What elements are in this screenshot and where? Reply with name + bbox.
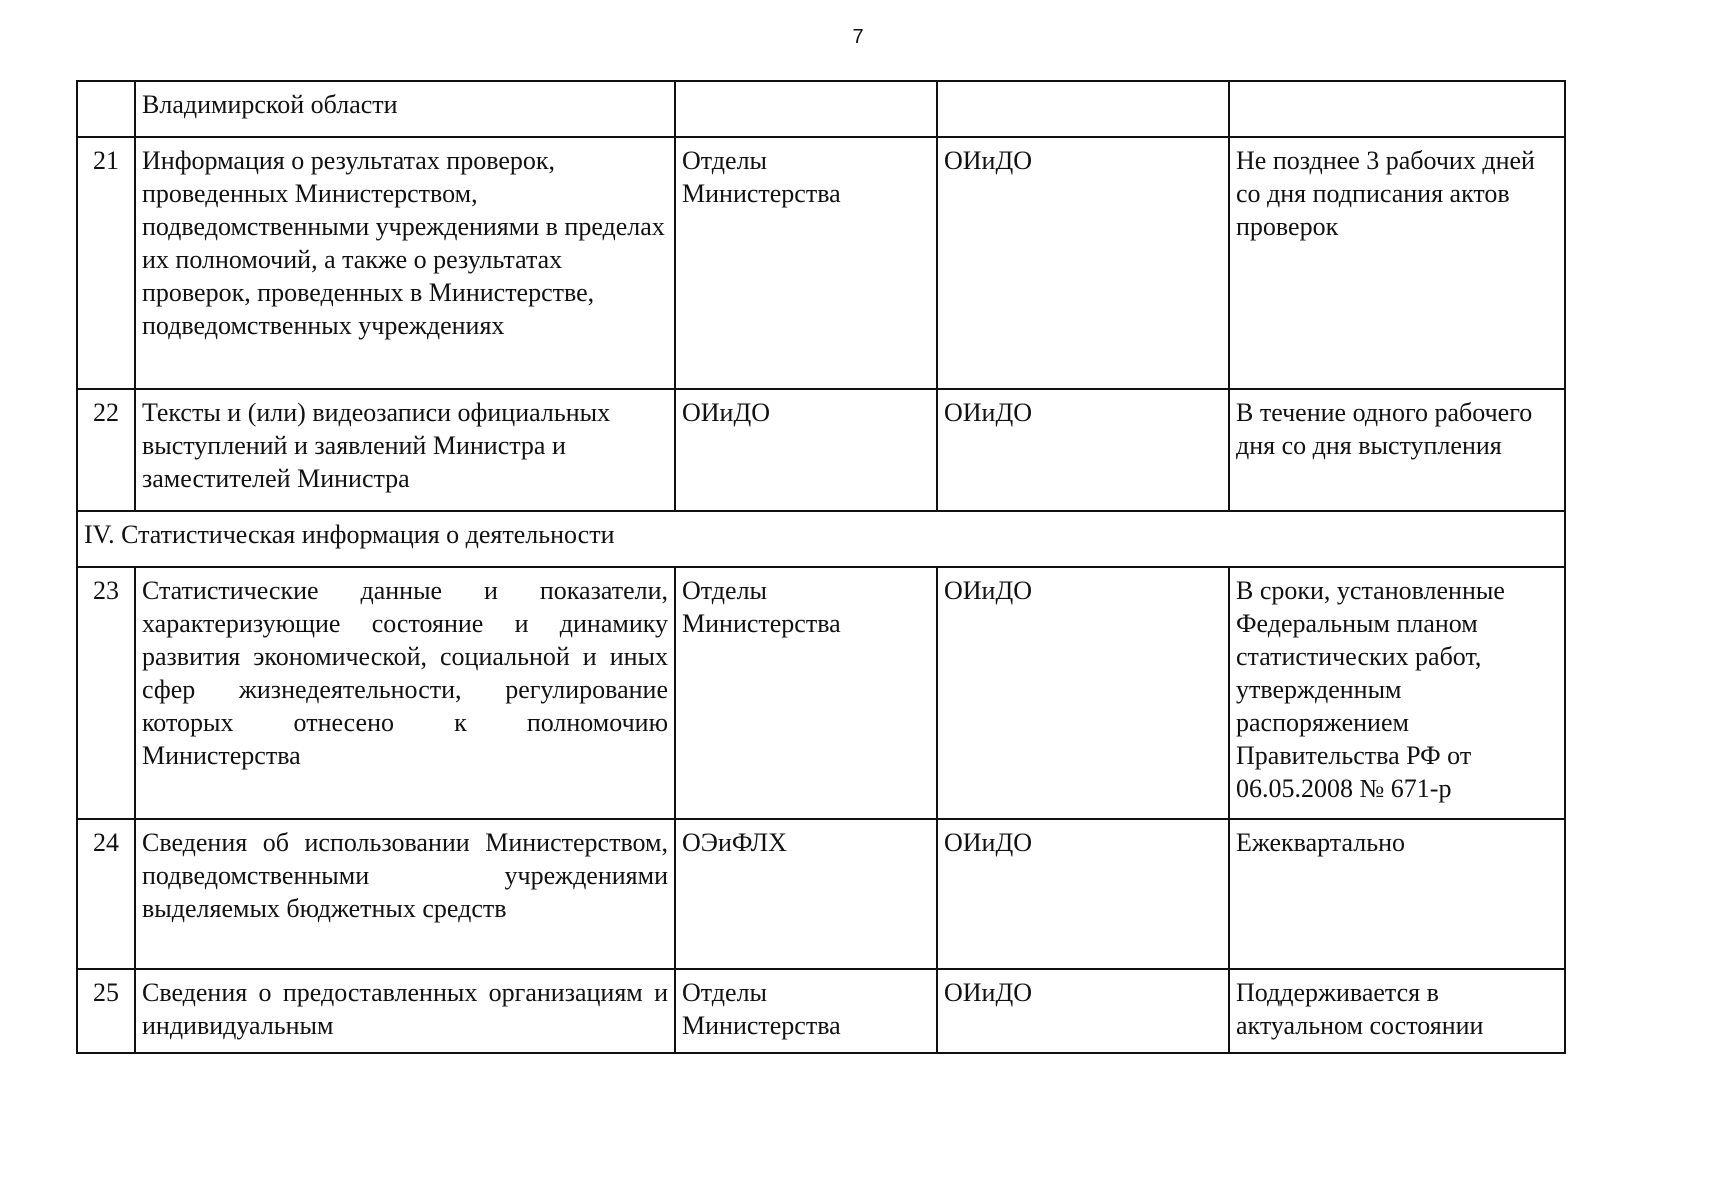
- table-row-continuation: [77, 81, 1565, 137]
- cell-responsible: [675, 81, 937, 137]
- cell-publisher: ОИиДО: [937, 389, 1229, 511]
- cell-deadline: [1229, 81, 1565, 137]
- cell-deadline: Ежеквартально: [1229, 819, 1565, 969]
- cell-deadline: В течение одного рабочего дня со дня выступления: [1229, 389, 1565, 511]
- cell-responsible: ОЭиФЛХ: [675, 819, 937, 969]
- cell-publisher: [937, 81, 1229, 137]
- cell-number: 25: [77, 969, 135, 1053]
- section-header: IV. Статистическая информация о деятельности: [77, 511, 1565, 567]
- table-row-21: [77, 137, 1565, 389]
- cell-responsible: Отделы Министерства: [675, 137, 937, 389]
- cell-publisher: ОИиДО: [937, 567, 1229, 819]
- cell-publisher: ОИиДО: [937, 819, 1229, 969]
- cell-responsible: ОИиДО: [675, 389, 937, 511]
- information-table: [76, 80, 1566, 1054]
- table-row-22: [77, 389, 1565, 511]
- cell-responsible: Отделы Министерства: [675, 969, 937, 1053]
- cell-info: Владимирской области: [135, 81, 675, 137]
- cell-deadline: В сроки, установленные Федеральным планом статистических работ, утвержденным распоряжением Правительства РФ от 06.05.2008 № 671-р: [1229, 567, 1565, 819]
- cell-deadline: Поддерживается в актуальном состоянии: [1229, 969, 1565, 1053]
- cell-info: Сведения об использовании Министерством, подведомственными учреждениями выделяемых бюджетных средств: [135, 819, 675, 969]
- table-row-24: [77, 819, 1565, 969]
- table-row-23: [77, 567, 1565, 819]
- cell-number: 21: [77, 137, 135, 389]
- cell-info: Сведения о предоставленных организациям и индивидуальным: [135, 969, 675, 1053]
- cell-number: 24: [77, 819, 135, 969]
- cell-publisher: ОИиДО: [937, 969, 1229, 1053]
- cell-number: 22: [77, 389, 135, 511]
- cell-number: 23: [77, 567, 135, 819]
- cell-info: Статистические данные и показатели, характеризующие состояние и динамику развития экономической, социальной и иных сфер жизнедеятельности, регулирование которых отнесено к полномочию Министерства: [135, 567, 675, 819]
- cell-deadline: Не позднее 3 рабочих дней со дня подписания актов проверок: [1229, 137, 1565, 389]
- cell-responsible: Отделы Министерства: [675, 567, 937, 819]
- cell-info: Тексты и (или) видеозаписи официальных выступлений и заявлений Министра и заместителей Министра: [135, 389, 675, 511]
- page-number: 7: [852, 26, 864, 48]
- table-row-25: [77, 969, 1565, 1053]
- cell-number: [77, 81, 135, 137]
- section-header-row: [77, 511, 1565, 567]
- cell-publisher: ОИиДО: [937, 137, 1229, 389]
- cell-info: Информация о результатах проверок, проведенных Министерством, подведомственными учреждениями в пределах их полномочий, а также о результатах проверок, проведенных в Министерстве, подведомственных учреждениях: [135, 137, 675, 389]
